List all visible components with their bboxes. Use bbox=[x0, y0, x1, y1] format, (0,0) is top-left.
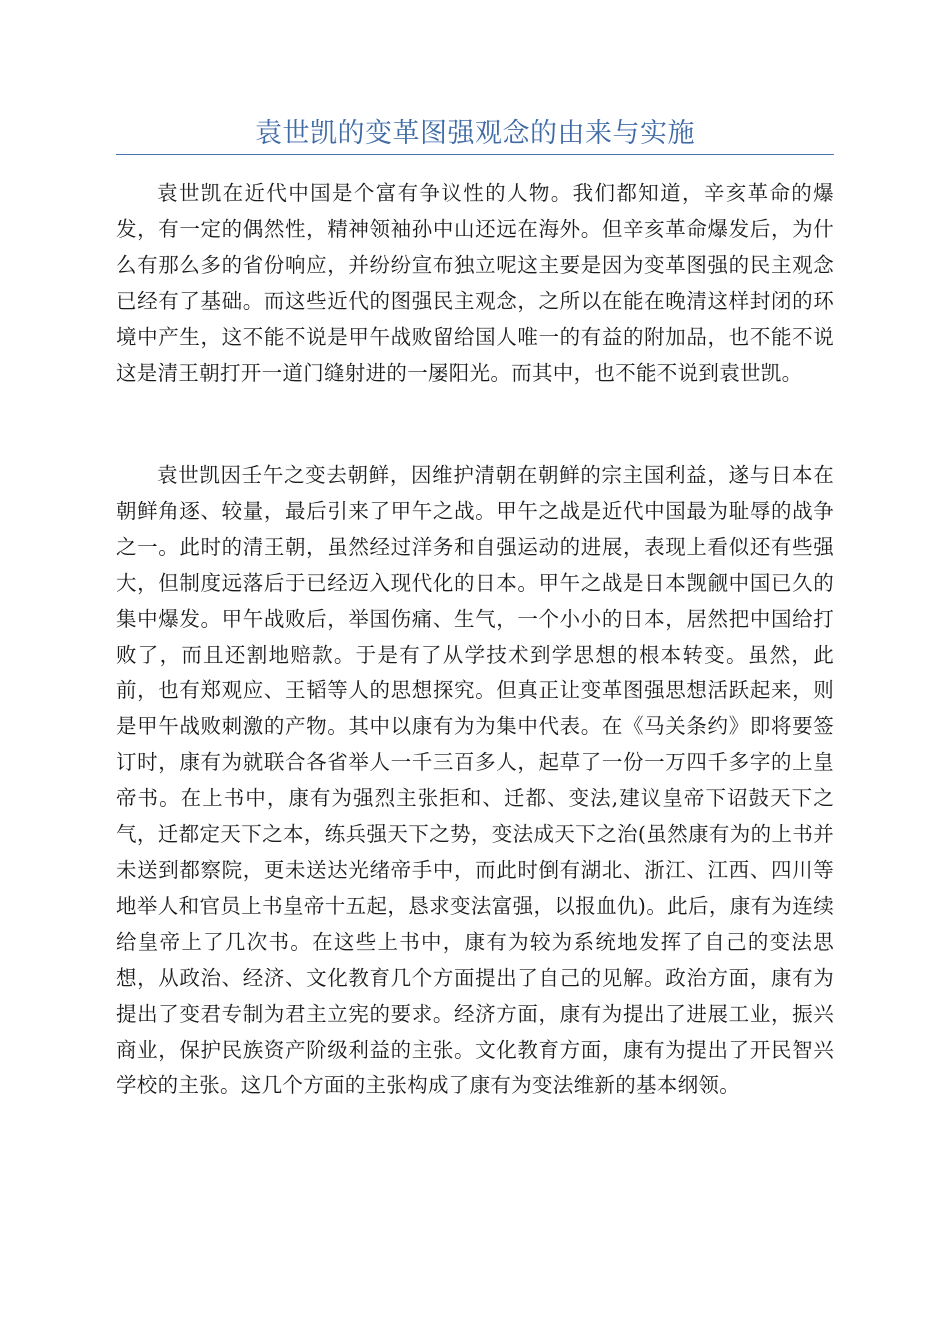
body-paragraph-2: 袁世凯因壬午之变去朝鲜，因维护清朝在朝鲜的宗主国利益，遂与日本在朝鲜角逐、较量，最后引来了甲午之战。甲午之战是近代中国最为耻辱的战争之一。此时的清王朝，虽然经过洋务和自强运动的进展，表现上看似还有些强大，但制度远落后于已经迈入现代化的日本。甲午之战是日本觊觎中国已久的集中爆发。甲午战败后，举国伤痛、生气，一个小小的日本，居然把中国给打败了，而且还割地赔款。于是有了从学技术到学思想的根本转变。虽然，此前，也有郑观应、王韬等人的思想探究。但真正让变革图强思想活跃起来，则是甲午战败刺激的产物。其中以康有为为集中代表。在《马关条约》即将要签订时，康有为就联合各省举人一千三百多人，起草了一份一万四千多字的上皇帝书。在上书中，康有为强烈主张拒和、迁都、变法,建议皇帝下诏鼓天下之气，迁都定天下之本，练兵强天下之势，变法成天下之治(虽然康有为的上书并未送到都察院，更未送达光绪帝手中，而此时倒有湖北、浙江、江西、四川等地举人和官员上书皇帝十五起，恳求变法富强，以报血仇)。此后，康有为连续给皇帝上了几次书。在这些上书中，康有为较为系统地发挥了自己的变法思想，从政治、经济、文化教育几个方面提出了自己的见解。政治方面，康有为提出了变君专制为君主立宪的要求。经济方面，康有为提出了进展工业，振兴商业，保护民族资产阶级利益的主张。文化教育方面，康有为提出了开民智兴学校的主张。这几个方面的主张构成了康有为变法维新的基本纲领。 bbox=[116, 463, 834, 1098]
document-title: 袁世凯的变革图强观念的由来与实施 bbox=[255, 118, 695, 149]
body-paragraph-1: 袁世凯在近代中国是个富有争议性的人物。我们都知道，辛亥革命的爆发，有一定的偶然性，精神领袖孙中山还远在海外。但辛亥革命爆发后，为什么有那么多的省份响应，并纷纷宣布独立呢这主要是因为变革图强的民主观念已经有了基础。而这些近代的图强民主观念，之所以在能在晚清这样封闭的环境中产生，这不能不说是甲午战败留给国人唯一的有益的附加品，也不能不说这是清王朝打开一道门缝射进的一屡阳光。而其中，也不能不说到袁世凯。 bbox=[116, 181, 834, 385]
title-underline-divider bbox=[116, 154, 834, 155]
